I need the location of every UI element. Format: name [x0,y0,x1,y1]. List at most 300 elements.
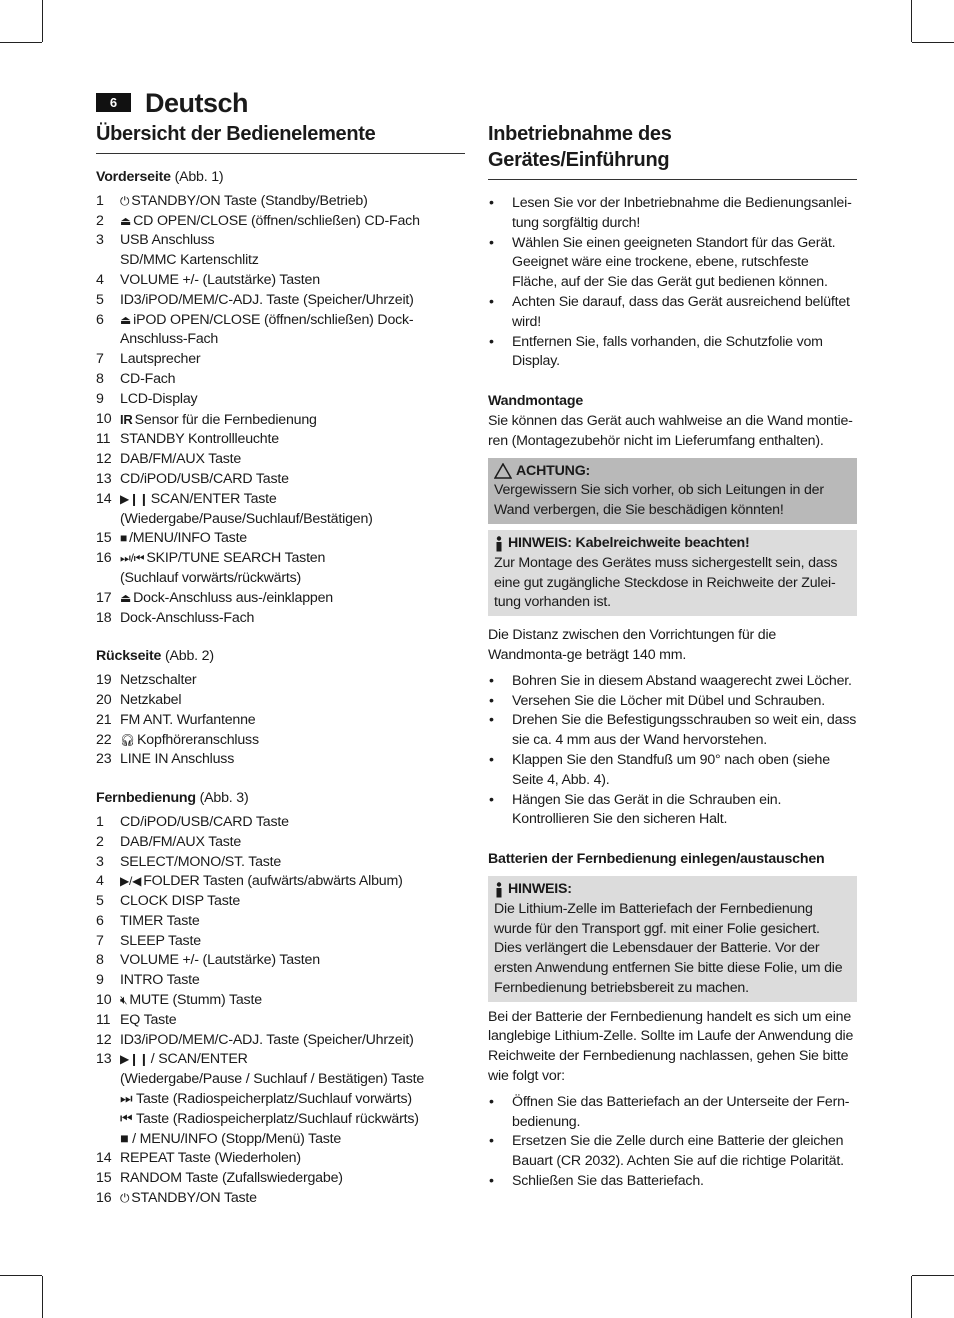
item-line [120,691,465,711]
item-line-text: (Wiedergabe/Pause/Suchlauf/Bestätigen) [120,510,373,527]
control-list [96,192,465,629]
bullet-dot: • [489,692,494,709]
control-item [96,291,465,311]
item-text [120,892,465,912]
battery-note-title: HINWEIS: [508,880,572,897]
item-text [120,390,465,410]
item-line [120,932,465,952]
group-heading-label: Fernbedienung [96,790,196,807]
item-text [120,1050,465,1149]
warning-triangle-icon [494,463,512,479]
wall-step [488,791,857,831]
item-line-text: Kopfhöreranschluss [137,731,259,748]
item-text [120,350,465,370]
item-line-text: / SCAN/ENTER [150,1051,248,1068]
control-item [96,311,465,351]
item-line-text: DAB/FM/AUX Taste [120,833,242,850]
cable-note-title: HINWEIS: Kabelreichweite beachten! [508,534,750,551]
item-number: 16 [96,550,112,567]
item-text [120,470,465,490]
control-item [96,833,465,853]
item-text [120,1189,465,1209]
item-line-text: ID3/iPOD/MEM/C-ADJ. Taste (Speicher/Uhrzeit) [120,1031,414,1048]
item-text [120,731,465,751]
item-line [120,350,465,370]
control-item [96,490,465,530]
control-item [96,1031,465,1051]
item-text [120,231,465,271]
item-number: 3 [96,853,104,870]
item-text [120,833,465,853]
item-number: 7 [96,932,104,949]
item-line [120,853,465,873]
item-line-text: SD/MMC Kartenschlitz [120,252,259,269]
item-line [120,1031,465,1051]
item-line [120,1169,465,1189]
item-line [120,1149,465,1169]
intro-bullet-text: Lesen Sie vor der Inbetriebnahme die Bedienungsanlei-tung sorgfältig durch! [512,195,852,231]
control-item [96,470,465,490]
item-number: 14 [96,1150,112,1167]
language-title: Deutsch [145,88,249,118]
wall-step-text: Drehen Sie die Befestigungsschrauben so weit ein, dass sie ca. 4 mm aus der Wand hervorstehen. [512,712,857,749]
wall-step-text: Hängen Sie das Gerät in die Schrauben ein. Kontrollieren Sie den sicheren Halt. [512,791,782,828]
item-line-text: ID3/iPOD/MEM/C-ADJ. Taste (Speicher/Uhrzeit) [120,291,414,308]
power-icon: ⏻ [120,193,130,208]
item-text [120,932,465,952]
item-line [120,291,465,311]
wall-step [488,751,857,791]
power-icon: ⏻ [120,1191,130,1206]
folder-arrows-icon: ▶/◀ [120,874,142,889]
item-line [120,1189,465,1209]
bullet-dot: • [489,293,494,310]
item-line-text: CD OPEN/CLOSE (öffnen/schließen) CD-Fach [133,212,420,229]
item-number: 5 [96,291,104,308]
cable-note-text: Zur Montage des Gerätes muss sichergestellt sein, dass eine gut zugängliche Steckdose in Reichweite der Zulei-tung vorhanden ist. [494,554,838,611]
control-item [96,671,465,691]
crop-mark [42,0,43,42]
item-text [120,750,465,770]
item-number: 22 [96,731,112,748]
item-line-text: VOLUME +/- (Lautstärke) Tasten [120,271,320,288]
wall-mount-text: Sie können das Gerät auch wahlweise an die Wand montie-ren (Montagezubehör nicht im Lieferumfang enthalten). [488,412,853,449]
item-line [120,971,465,991]
item-line-text: (Suchlauf vorwärts/rückwärts) [120,569,302,586]
group-heading [96,789,465,809]
item-line-text: INTRO Taste [120,972,200,989]
item-number: 7 [96,351,104,368]
intro-bullet [488,234,857,293]
item-line-text: CLOCK DISP Taste [120,893,241,910]
item-number: 19 [96,672,112,689]
item-number: 14 [96,490,112,507]
item-number: 6 [96,912,104,929]
wall-step-text: Klappen Sie den Standfuß um 90° nach oben (siehe Seite 4, Abb. 4). [512,751,830,788]
control-item [96,872,465,892]
play-pause-icon: ▶❙❙ [120,1052,149,1067]
item-number: 10 [96,992,112,1009]
item-text [120,549,465,589]
item-text [120,1149,465,1169]
control-item [96,271,465,291]
item-line [120,872,465,892]
item-line-text: VOLUME +/- (Lautstärke) Tasten [120,952,320,969]
bullet-dot: • [489,712,494,729]
item-line [120,192,465,212]
info-icon [494,536,504,552]
item-line-text: (Wiedergabe/Pause / Suchlauf / Bestätigen) Taste [120,1071,425,1088]
item-line-text: MUTE (Stumm) Taste [129,992,262,1009]
item-line [120,892,465,912]
item-line [120,510,465,530]
battery-step [488,1172,857,1192]
control-item [96,750,465,770]
control-item [96,450,465,470]
control-item [96,1149,465,1169]
item-text [120,912,465,932]
item-text [120,991,465,1011]
item-text [120,430,465,450]
item-line-text: ■ / MENU/INFO (Stopp/Menü) Taste [120,1130,342,1147]
item-line [120,1070,465,1090]
item-line [120,813,465,833]
control-item [96,231,465,271]
crop-mark [912,1275,954,1276]
item-number: 23 [96,751,112,768]
item-line-text: RANDOM Taste (Zufallswiedergabe) [120,1170,343,1187]
item-line-text: Anschluss-Fach [120,331,219,348]
item-line-text: STANDBY/ON Taste (Standby/Betrieb) [131,192,368,209]
group-heading-label: Rückseite [96,648,162,665]
control-item [96,390,465,410]
item-number: 16 [96,1190,112,1207]
wall-mount-heading: Wandmontage [488,393,584,410]
item-number: 21 [96,711,112,728]
bullet-dot: • [489,672,494,689]
control-item [96,212,465,232]
group-heading-ref: (Abb. 3) [199,790,249,807]
item-line [120,231,465,251]
battery-step-text: Ersetzen Sie die Zelle durch eine Batterie der gleichen Bauart (CR 2032). Achten Sie auf die richtige Polarität. [512,1133,844,1170]
wall-step [488,711,857,751]
item-line-text: SELECT/MONO/ST. Taste [120,853,282,870]
item-line-text: ⏭ Taste (Radiospeicherplatz/Suchlauf vorwärts) [120,1091,412,1108]
control-item [96,853,465,873]
control-item [96,589,465,609]
control-item [96,430,465,450]
control-item [96,731,465,751]
item-number: 15 [96,530,112,547]
eject-icon: ⏏ [120,590,132,605]
item-line [120,951,465,971]
control-item [96,991,465,1011]
group-heading [96,647,465,667]
item-line-text: USB Anschluss [120,232,215,249]
bullet-dot: • [489,751,494,768]
item-line-text: Netzkabel [120,691,182,708]
item-line [120,731,465,751]
battery-steps [488,1093,857,1192]
cable-note-box [488,530,857,616]
ir-icon: IR [120,411,133,427]
control-item [96,192,465,212]
item-line-text: TIMER Taste [120,912,200,929]
stop-icon: ■ [120,531,128,546]
group-heading-ref: (Abb. 1) [174,169,224,185]
item-text [120,1011,465,1031]
item-line-text: REPEAT Taste (Wiederholen) [120,1150,301,1167]
eject-icon: ⏏ [120,312,132,327]
item-line [120,390,465,410]
control-item [96,549,465,589]
item-number: 4 [96,271,104,288]
item-number: 9 [96,972,104,989]
item-line [120,912,465,932]
item-line-text: SKIP/TUNE SEARCH Tasten [146,550,326,567]
item-number: 2 [96,212,104,229]
item-text [120,192,465,212]
item-line [120,251,465,271]
page-header [96,86,536,120]
control-list [96,671,465,770]
battery-step-text: Schließen Sie das Batteriefach. [512,1173,704,1190]
battery-note-text: Die Lithium-Zelle im Batteriefach der Fernbedienung wurde für den Transport ggf. mit einer Folie gesichert. Dies verlängert die Lebensdauer der Batterie. Vor der ersten Anwendung entfernen Sie bitte diese Folie, um die Fernbedienung betriebsbereit zu machen. [494,900,843,996]
control-item [96,813,465,833]
wall-mount-steps [488,672,857,830]
battery-step [488,1093,857,1133]
control-item [96,711,465,731]
item-line-text: Netzschalter [120,672,197,689]
bullet-dot: • [489,195,494,211]
item-text [120,311,465,351]
item-number: 11 [96,1011,111,1028]
item-number: 2 [96,833,104,850]
item-number: 8 [96,952,104,969]
item-line [120,1011,465,1031]
item-text [120,1169,465,1189]
skip-icon: ⏭/⏮ [120,551,145,566]
wall-step-text: Versehen Sie die Löcher mit Dübel und Schrauben. [512,692,825,709]
wall-step [488,692,857,712]
item-line-text: LINE IN Anschluss [120,751,235,768]
wall-step-text: Bohren Sie in diesem Abstand waagerecht zwei Löcher. [512,672,852,689]
wall-step [488,672,857,692]
page-number: 6 [96,93,131,112]
bullet-dot: • [489,1093,494,1110]
item-line-text: SLEEP Taste [120,932,201,949]
item-line-text: SCAN/ENTER Taste [150,490,277,507]
item-text [120,872,465,892]
item-line-text: CD/iPOD/USB/CARD Taste [120,813,289,830]
setup-column [488,121,857,1192]
group-heading [96,168,465,188]
item-text [120,711,465,731]
item-line [120,1050,465,1070]
eject-icon: ⏏ [120,213,132,228]
item-number: 9 [96,390,104,407]
control-item [96,691,465,711]
intro-bullet [488,194,857,234]
item-line [120,410,465,431]
item-number: 15 [96,1170,112,1187]
control-item [96,932,465,952]
control-list [96,813,465,1209]
battery-step-text: Öffnen Sie das Batteriefach an der Unterseite der Fern-bedienung. [512,1093,850,1130]
control-item [96,410,465,431]
item-line-text: CD/iPOD/USB/CARD Taste [120,470,289,487]
item-text [120,971,465,991]
item-line-text: FOLDER Tasten (aufwärts/abwärts Album) [143,873,403,890]
item-line-text: DAB/FM/AUX Taste [120,451,242,468]
bullet-dot: • [489,234,494,251]
item-line [120,490,465,510]
crop-mark [912,42,954,43]
item-number: 20 [96,691,112,708]
warning-text: Vergewissern Sie sich vorher, ob sich Leitungen in der Wand verbergen, die Sie beschädigen könnten! [494,482,824,519]
item-line [120,450,465,470]
item-line [120,833,465,853]
item-text [120,1031,465,1051]
item-line-text: /MENU/INFO Taste [129,530,248,547]
item-line [120,750,465,770]
item-number: 18 [96,609,112,626]
crop-mark [911,1276,912,1318]
warning-title: ACHTUNG: [516,462,591,479]
intro-bullet [488,333,857,373]
control-item [96,529,465,549]
item-number: 1 [96,813,104,830]
item-text [120,490,465,530]
item-number: 12 [96,1031,112,1048]
crop-mark [911,0,912,42]
item-text [120,271,465,291]
item-text [120,370,465,390]
play-pause-icon: ▶❙❙ [120,491,149,506]
item-line [120,1110,465,1130]
control-item [96,1011,465,1031]
item-number: 5 [96,893,104,910]
bullet-dot: • [489,1173,494,1190]
item-text [120,212,465,232]
control-item [96,1189,465,1209]
item-number: 12 [96,451,112,468]
item-number: 13 [96,1051,112,1068]
item-line-text: iPOD OPEN/CLOSE (öffnen/schließen) Dock- [133,311,414,328]
item-line [120,311,465,331]
item-line [120,470,465,490]
control-groups [96,168,465,1209]
item-line-text: Dock-Anschluss aus-/einklappen [133,589,333,606]
item-text [120,853,465,873]
item-line-text: Sensor für die Fernbedienung [134,411,317,428]
item-line [120,330,465,350]
control-item [96,370,465,390]
item-text [120,589,465,609]
item-line [120,212,465,232]
item-line-text: EQ Taste [120,1011,177,1028]
battery-note-box [488,876,857,1002]
item-text [120,529,465,549]
item-number: 8 [96,370,104,387]
item-number: 13 [96,470,112,487]
item-line [120,569,465,589]
group-heading-ref: (Abb. 2) [164,648,214,665]
item-line [120,711,465,731]
item-line-text: LCD-Display [120,390,198,407]
item-text [120,291,465,311]
intro-bullet [488,293,857,333]
crop-mark [42,1276,43,1318]
section-title-setup: Inbetriebnahme des Gerätes/Einführung [488,121,857,180]
control-item [96,609,465,629]
item-number: 10 [96,410,112,427]
item-text [120,813,465,833]
item-text [120,450,465,470]
bullet-dot: • [489,333,494,350]
item-text [120,609,465,629]
group-heading-label: Vorderseite [96,169,171,185]
item-line [120,609,465,629]
item-number: 6 [96,311,104,328]
bullet-dot: • [489,1133,494,1150]
controls-overview-column [96,121,465,1228]
item-number: 11 [96,431,111,448]
control-item [96,1050,465,1149]
section-title-controls: Übersicht der Bedienelemente [96,121,465,154]
warning-box [488,458,857,524]
item-line [120,1090,465,1110]
battery-text: Bei der Batterie der Fernbedienung handelt es sich um eine langlebige Lithium-Zelle. Sollte im Laufe der Anwendung die Reichweite der Fernbedienung nachlassen, gehen Sie bitte wie folgt vor: [488,1008,854,1085]
item-line-text: Dock-Anschluss-Fach [120,609,255,626]
item-line [120,271,465,291]
item-line [120,549,465,569]
info-icon [494,882,504,898]
intro-bullet-list [488,194,857,372]
item-number: 1 [96,192,104,209]
item-line [120,529,465,549]
control-item [96,1169,465,1189]
distance-text: Die Distanz zwischen den Vorrichtungen für die Wandmonta-ge beträgt 140 mm. [488,627,777,663]
item-line [120,991,465,1011]
item-text [120,691,465,711]
crop-mark [0,42,42,43]
battery-heading: Batterien der Fernbedienung einlegen/austauschen [488,851,825,868]
bullet-dot: • [489,791,494,808]
item-line [120,370,465,390]
item-number: 17 [96,589,112,606]
control-item [96,350,465,370]
control-item [96,892,465,912]
intro-bullet-text: Entfernen Sie, falls vorhanden, die Schutzfolie vom Display. [512,333,823,370]
control-item [96,951,465,971]
headphones-icon: 🎧︎ [120,732,136,747]
intro-bullet-text: Achten Sie darauf, dass das Gerät ausreichend belüftet wird! [512,293,850,330]
mute-icon: 🔇︎ [120,993,128,1008]
intro-bullet-text: Wählen Sie einen geeigneten Standort für das Gerät. Geeignet wäre eine trockene, ebene, rutschfeste Fläche, auf der Sie das Gerät gut bedienen können. [512,234,836,291]
item-line-text: CD-Fach [120,370,176,387]
item-number: 3 [96,232,104,249]
item-line [120,1130,465,1150]
crop-mark [0,1275,42,1276]
item-text [120,951,465,971]
item-line [120,430,465,450]
item-line-text: FM ANT. Wurfantenne [120,711,256,728]
battery-step [488,1132,857,1172]
control-item [96,971,465,991]
item-text [120,410,465,431]
control-item [96,912,465,932]
